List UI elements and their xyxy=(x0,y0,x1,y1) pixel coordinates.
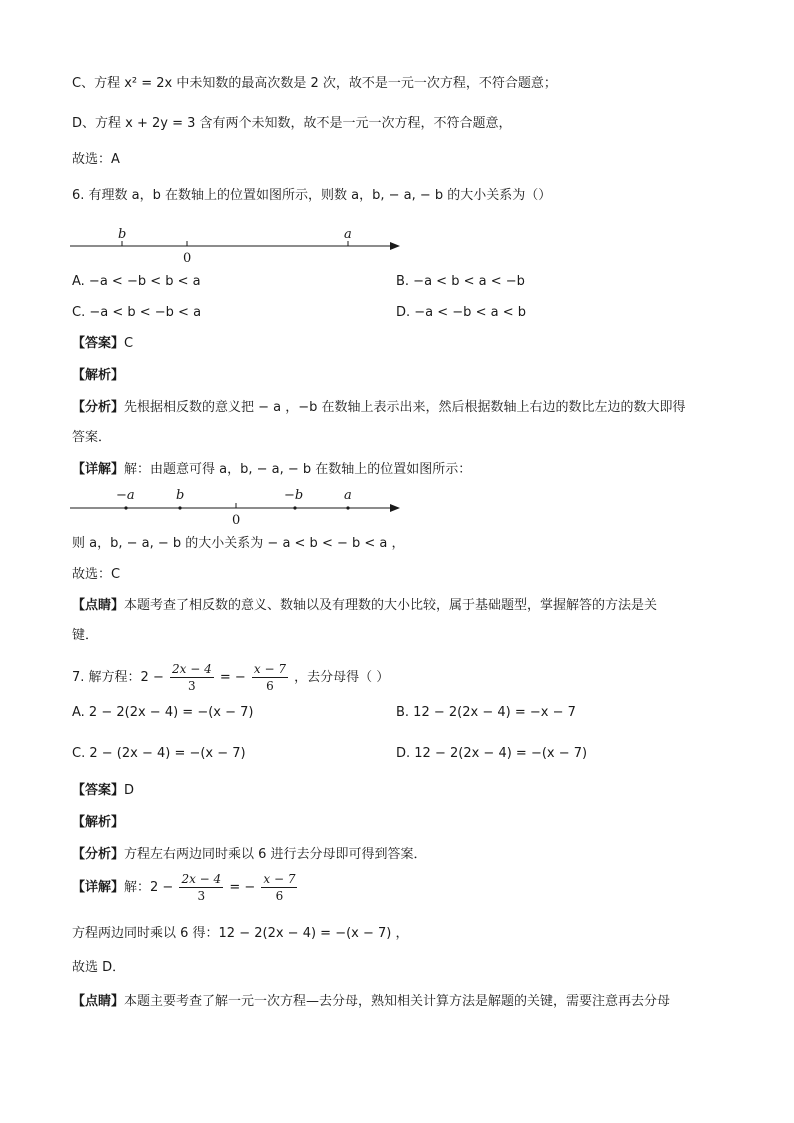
answer-tag: 【答案】 xyxy=(72,783,125,798)
q7-option-c: C. 2 − (2x − 4) = −(x − 7) xyxy=(72,746,246,761)
dianjing-text: 本题考查了相反数的意义、数轴以及有理数的大小比较，属于基础题型，掌握解答的方法是关 xyxy=(124,598,658,613)
question-7-stem xyxy=(72,660,389,696)
q7-fraction-1: $\frac{2x - 4}{3}$ xyxy=(171,662,212,693)
q6-choose-line: 故选：C xyxy=(72,567,121,582)
q6-option-d: D. −a < −b < a < b xyxy=(396,305,526,320)
q6-dianjing-line-2: 键． xyxy=(72,628,99,643)
q7-dianjing-line xyxy=(72,992,670,1012)
q6-option-b: B. −a < b < a < −b xyxy=(396,274,525,289)
q7-choose-line: 故选 D． xyxy=(72,960,126,975)
xiangjie-fraction-2: $\frac{x - 7}{6}$ xyxy=(263,872,296,903)
xiangjie-pre: 解：2 − xyxy=(124,880,174,895)
axis1-label-b: b xyxy=(118,227,127,242)
q6-option-a: A. −a < −b < b < a xyxy=(72,274,201,289)
c-option-line: C、方程 x² = 2x 中未知数的最高次数是 2 次，故不是一元一次方程，不符合题意； xyxy=(72,76,557,91)
q7-step-line: 方程两边同时乘以 6 得：12 − 2(2x − 4) = −(x − 7) ， xyxy=(72,926,409,941)
axis2-label-a: a xyxy=(344,488,352,503)
answer-value: C xyxy=(124,336,134,351)
choose-a-line: 故选：A xyxy=(72,152,120,167)
fenxi-tag: 【分析】 xyxy=(72,400,125,415)
xiangjie-tag: 【详解】 xyxy=(72,462,125,477)
q6-fenxi-line-2: 答案． xyxy=(72,430,112,445)
xiangjie-text: 解：由题意可得 a，b, − a, − b 在数轴上的位置如图所示： xyxy=(124,462,472,477)
xiangjie-tag: 【详解】 xyxy=(72,880,125,895)
xiangjie-fraction-1: $\frac{2x - 4}{3}$ xyxy=(181,872,222,903)
xiangjie-mid: = − xyxy=(229,880,256,895)
fenxi-text: 先根据相反数的意义把 − a ，−b 在数轴上表示出来，然后根据数轴上右边的数比左边的数大即得 xyxy=(124,400,686,415)
axis2-label-b: b xyxy=(176,488,185,503)
dianjing-tag: 【点睛】 xyxy=(72,598,125,613)
q7-answer-line xyxy=(72,781,134,801)
fenxi-tag: 【分析】 xyxy=(72,847,125,862)
axis2-label-neg-a: −a xyxy=(116,488,135,503)
q7-stem-post: ，去分母得（ ） xyxy=(294,670,390,685)
q7-option-b: B. 12 − 2(2x − 4) = −x − 7 xyxy=(396,705,576,720)
q6-fenxi-line xyxy=(72,398,686,418)
q6-option-c: C. −a < b < −b < a xyxy=(72,305,202,320)
q6-result-line: 则 a，b, − a, − b 的大小关系为 − a < b < − b < a ， xyxy=(72,536,405,551)
number-line-1 xyxy=(70,222,410,268)
q6-dianjing-line xyxy=(72,596,657,616)
q7-xiangjie-line xyxy=(72,870,299,906)
q7-stem-mid: = − xyxy=(219,670,246,685)
fenxi-text: 方程左右两边同时乘以 6 进行去分母即可得到答案． xyxy=(124,847,427,862)
q7-stem-pre: 7. 解方程：2 − xyxy=(72,670,164,685)
q7-analysis-tag: 【解析】 xyxy=(72,815,125,830)
q7-fenxi-line xyxy=(72,845,427,865)
q7-option-a: A. 2 − 2(2x − 4) = −(x − 7) xyxy=(72,705,254,720)
axis1-label-a: a xyxy=(344,227,352,242)
axis2-label-0: 0 xyxy=(232,513,241,528)
d-option-line: D、方程 x + 2y = 3 含有两个未知数，故不是一元一次方程，不符合题意， xyxy=(72,116,512,131)
number-line-2 xyxy=(70,484,410,530)
axis2-label-neg-b: −b xyxy=(284,488,304,503)
dianjing-tag: 【点睛】 xyxy=(72,994,125,1009)
q6-xiangjie-line xyxy=(72,460,471,480)
dianjing-text: 本题主要考查了解一元一次方程—去分母，熟知相关计算方法是解题的关键，需要注意再去分母 xyxy=(124,994,671,1009)
answer-value: D xyxy=(124,783,135,798)
q7-fraction-2: $\frac{x - 7}{6}$ xyxy=(253,662,287,693)
question-6-stem: 6. 有理数 a，b 在数轴上的位置如图所示，则数 a，b, − a, − b 的大小关系为（） xyxy=(72,188,552,203)
q6-analysis-tag: 【解析】 xyxy=(72,368,125,383)
axis1-label-0: 0 xyxy=(183,251,192,266)
q7-option-d: D. 12 − 2(2x − 4) = −(x − 7) xyxy=(396,746,588,761)
q6-answer-line xyxy=(72,334,133,354)
answer-tag: 【答案】 xyxy=(72,336,125,351)
